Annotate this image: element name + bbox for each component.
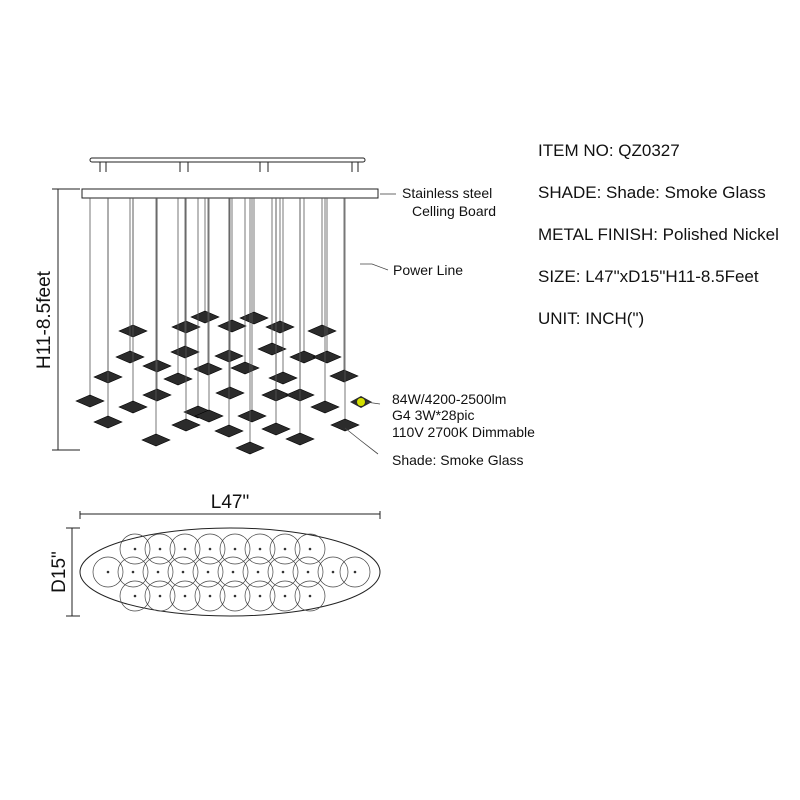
top-view-cord-point [284, 548, 287, 551]
item-number: ITEM NO: QZ0327 [538, 141, 680, 160]
top-view-cord-point [234, 548, 237, 551]
top-view-cord-point [209, 595, 212, 598]
top-view-cord-point [257, 571, 260, 574]
pendant-shade [308, 325, 336, 337]
top-view-cord-point [184, 595, 187, 598]
top-view-cord-point [259, 548, 262, 551]
top-view-cord-point [232, 571, 235, 574]
top-view-cord-point [132, 571, 135, 574]
mounting-rail [90, 158, 365, 172]
top-view-cord-point [184, 548, 187, 551]
top-view-cord-point [182, 571, 185, 574]
pendant-shade [313, 351, 341, 363]
board-label-line2: Celling Board [412, 203, 497, 219]
pendant-shade [116, 351, 144, 363]
pendant-shade [240, 312, 268, 324]
power-line-label: Power Line [393, 262, 464, 278]
top-view-cord-point [107, 571, 110, 574]
pendant-shade [191, 311, 219, 323]
depth-label: D15" [49, 551, 70, 593]
pendant-shade [94, 416, 122, 428]
pendant-shade [218, 320, 246, 332]
pendant-shade [76, 395, 104, 407]
pendant-shade [142, 434, 170, 446]
ceiling-board [82, 189, 378, 198]
top-view-cord-point [309, 548, 312, 551]
pendant-shade [143, 389, 171, 401]
voltage-label: 110V 2700K Dimmable [392, 424, 535, 440]
top-view-cord-point [332, 571, 335, 574]
pendant-shade [286, 433, 314, 445]
height-dimension [52, 189, 80, 450]
length-label: L47" [210, 492, 250, 513]
pendant-shade [171, 346, 199, 358]
top-view-cord-point [209, 548, 212, 551]
leader-lines [345, 194, 396, 454]
pendant-shade [231, 362, 259, 374]
unit-spec: UNIT: INCH(") [538, 309, 645, 328]
pendant-shade [164, 373, 192, 385]
pendant-shade [262, 423, 290, 435]
top-view-cord-point [259, 595, 262, 598]
top-view-cord-point [207, 571, 210, 574]
shade-label: Shade: Smoke Glass [392, 452, 524, 468]
top-view-cord-point [354, 571, 357, 574]
shade-spec: SHADE: Shade: Smoke Glass [538, 183, 766, 202]
height-label: H11-8.5feet [34, 271, 55, 369]
bulb-label: G4 3W*28pic [392, 407, 475, 423]
board-label-line1: Stainless steel [402, 185, 493, 201]
top-view-outline [80, 528, 380, 616]
metal-finish-spec: METAL FINISH: Polished Nickel [538, 225, 779, 244]
pendant-shade [236, 442, 264, 454]
top-view-shades [93, 534, 370, 611]
top-view-cord-point [282, 571, 285, 574]
top-view-cord-point [159, 548, 162, 551]
bulb-highlight [357, 398, 365, 406]
top-view-cord-point [157, 571, 160, 574]
pendant-shade [269, 372, 297, 384]
top-view-cord-point [134, 595, 137, 598]
pendant-group [76, 198, 372, 454]
top-view-cord-point [134, 548, 137, 551]
power-label: 84W/4200-2500lm [392, 391, 507, 407]
pendant-shade [330, 370, 358, 382]
pendant-shade [258, 343, 286, 355]
pendant-shade [266, 321, 294, 333]
pendant-shade [238, 410, 266, 422]
pendant-shade [311, 401, 339, 413]
pendant-shade [216, 387, 244, 399]
pendant-shade [172, 419, 200, 431]
top-view-cord-point [309, 595, 312, 598]
size-spec: SIZE: L47"xD15"H11-8.5Feet [538, 267, 759, 286]
top-view-cord-point [159, 595, 162, 598]
pendant-shade [215, 425, 243, 437]
pendant-shade [119, 401, 147, 413]
top-view-cord-point [234, 595, 237, 598]
pendant-shade [331, 419, 359, 431]
top-view-cord-point [307, 571, 310, 574]
top-view-cord-point [284, 595, 287, 598]
